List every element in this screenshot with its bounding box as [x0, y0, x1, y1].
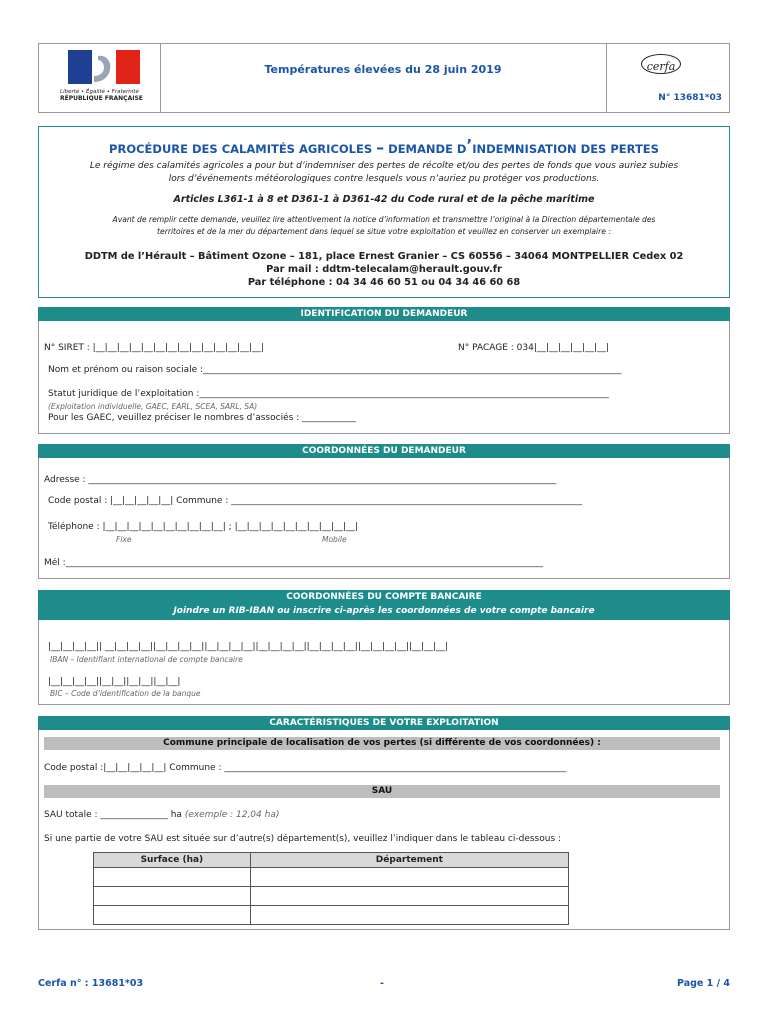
sau-note: Si une partie de votre SAU est située sur d’autre(s) département(s), veuillez l’indiquer dans le tableau ci-dessous :	[44, 834, 562, 844]
procedure-title-apostrophe: ’	[466, 136, 473, 154]
form-number: N° 13681*03	[658, 93, 722, 103]
procedure-title-part2: DEMANDE D	[388, 142, 467, 156]
ddtm-mail: Par mail : ddtm-telecalam@herault.gouv.fr	[266, 264, 502, 275]
ddtm-address: DDTM de l’Hérault – Bâtiment Ozone – 181, place Ernest Granier – CS 60556 – 34064 MONTPELLIER Cedex 02	[84, 251, 684, 262]
ddtm-phone: Par téléphone : 04 34 46 60 51 ou 04 34 46 60 68	[247, 277, 521, 288]
coordonnees-header: COORDONNÉES DU DEMANDEUR	[38, 444, 730, 458]
departement-cell[interactable]	[250, 868, 568, 887]
procedure-title-part1: PROCÉDURE DES CALAMITÉS AGRICOLES	[109, 142, 373, 156]
sau-label: SAU totale : _______________ ha	[44, 810, 182, 820]
intro-line1: Le régime des calamités agricoles a pour but d’indemniser des pertes de récolte et/ou des pertes de fonds que vous auriez subies	[89, 161, 679, 171]
statut-field[interactable]: Statut juridique de l’exploitation :___________________________________________________________________________________________	[48, 389, 609, 399]
adresse-field[interactable]: Adresse : ________________________________________________________________________________________________________	[44, 475, 557, 485]
surface-cell[interactable]	[94, 868, 251, 887]
statut-hint: (Exploitation individuelle, GAEC, EARL, SCEA, SARL, SA)	[48, 402, 258, 411]
fixe-label: Fixe	[116, 535, 132, 544]
procedure-title-part3: INDEMNISATION DES PERTES	[472, 142, 659, 156]
sau-departement-table	[93, 852, 569, 925]
notice-line1: Avant de remplir cette demande, veuillez lire attentivement la notice d’information et transmettre l’original à la Direction départementale des	[112, 215, 656, 224]
sau-header: SAU	[44, 785, 720, 798]
pacage-field[interactable]: N° PACAGE : 034|__|__|__|__|__|__|	[458, 343, 610, 353]
gaec-field[interactable]: Pour les GAEC, veuillez préciser le nombres d’associés : ____________	[48, 413, 357, 423]
footer-cerfa-number: Cerfa n° : 13681*03	[38, 978, 144, 989]
header-divider-right	[606, 43, 607, 113]
table-row	[94, 887, 569, 906]
mobile-label: Mobile	[322, 535, 347, 544]
telephone-field[interactable]: Téléphone : |__|__|__|__|__|__|__|__|__|__| ; |__|__|__|__|__|__|__|__|__|__|	[48, 522, 358, 532]
exploitation-code-postal-field[interactable]: Code postal :|__|__|__|__|__| Commune : ____________________________________________________________________________	[44, 763, 567, 773]
commune-principale-header: Commune principale de localisation de vos pertes (si différente de vos coordonnées) :	[44, 737, 720, 750]
procedure-title-dash: –	[376, 138, 385, 157]
cerfa-logo	[641, 54, 681, 74]
articles-reference: Articles L361-1 à 8 et D361-1 à D361-42 du Code rural et de la pêche maritime	[173, 194, 595, 205]
departement-column-header: Département	[250, 853, 568, 868]
code-postal-field[interactable]: Code postal : |__|__|__|__|__| Commune : ______________________________________________________________________________	[48, 496, 583, 506]
bic-field[interactable]: |__|__|__|__||__|__||__|__||__|__|	[48, 677, 181, 687]
header-divider-left	[160, 43, 161, 113]
siret-field[interactable]: N° SIRET : |__|__|__|__|__|__|__|__|__|__|__|__|__|__|	[44, 343, 265, 353]
procedure-title	[38, 136, 730, 157]
exploitation-header: CARACTÉRISTIQUES DE VOTRE EXPLOITATION	[38, 716, 730, 730]
page-title: Températures élevées du 28 juin 2019	[264, 63, 502, 76]
logo-motto: Liberté • Égalité • Fraternité	[60, 89, 139, 95]
banque-subheader: Joindre un RIB-IBAN ou inscrire ci-après les coordonnées de votre compte bancaire	[173, 606, 595, 616]
iban-hint: IBAN – Identifiant international de compte bancaire	[50, 655, 243, 664]
marianne-flag-icon	[60, 48, 152, 86]
republique-francaise-logo	[60, 48, 152, 106]
table-header-row	[94, 853, 569, 868]
table-row	[94, 868, 569, 887]
mel-field[interactable]: Mél :__________________________________________________________________________________________________________	[44, 558, 543, 568]
footer-center: -	[380, 978, 384, 989]
notice-line2: territoires et de la mer du département dans lequel se situe votre exploitation et veuillez en conserver un exemplaire :	[157, 227, 611, 236]
logo-republique: RÉPUBLIQUE FRANÇAISE	[60, 95, 143, 102]
cerfa-logo-text: cerfa	[646, 60, 676, 73]
departement-cell[interactable]	[250, 887, 568, 906]
sau-example: (exemple : 12,04 ha)	[184, 810, 280, 820]
banque-header: COORDONNÉES DU COMPTE BANCAIRE	[286, 592, 482, 602]
identification-header: IDENTIFICATION DU DEMANDEUR	[38, 307, 730, 321]
name-field[interactable]: Nom et prénom ou raison sociale :_____________________________________________________________________________________________	[48, 365, 622, 375]
bic-hint: BIC – Code d’identification de la banque	[50, 689, 201, 698]
surface-column-header: Surface (ha)	[94, 853, 251, 868]
departement-cell[interactable]	[250, 906, 568, 925]
footer-page-number: Page 1 / 4	[677, 978, 730, 989]
intro-line2: lors d’événements météorologiques contre lesquels vous n’auriez pu protéger vos productions.	[168, 174, 600, 184]
surface-cell[interactable]	[94, 906, 251, 925]
sau-field[interactable]	[44, 810, 279, 820]
table-row	[94, 906, 569, 925]
surface-cell[interactable]	[94, 887, 251, 906]
iban-field[interactable]: |__|__|__|__|| __|__|__|__||__|__|__|__||__|__|__|__||__|__|__|__||__|__|__|__||__|__|__|__||__|__|__|	[48, 642, 449, 652]
